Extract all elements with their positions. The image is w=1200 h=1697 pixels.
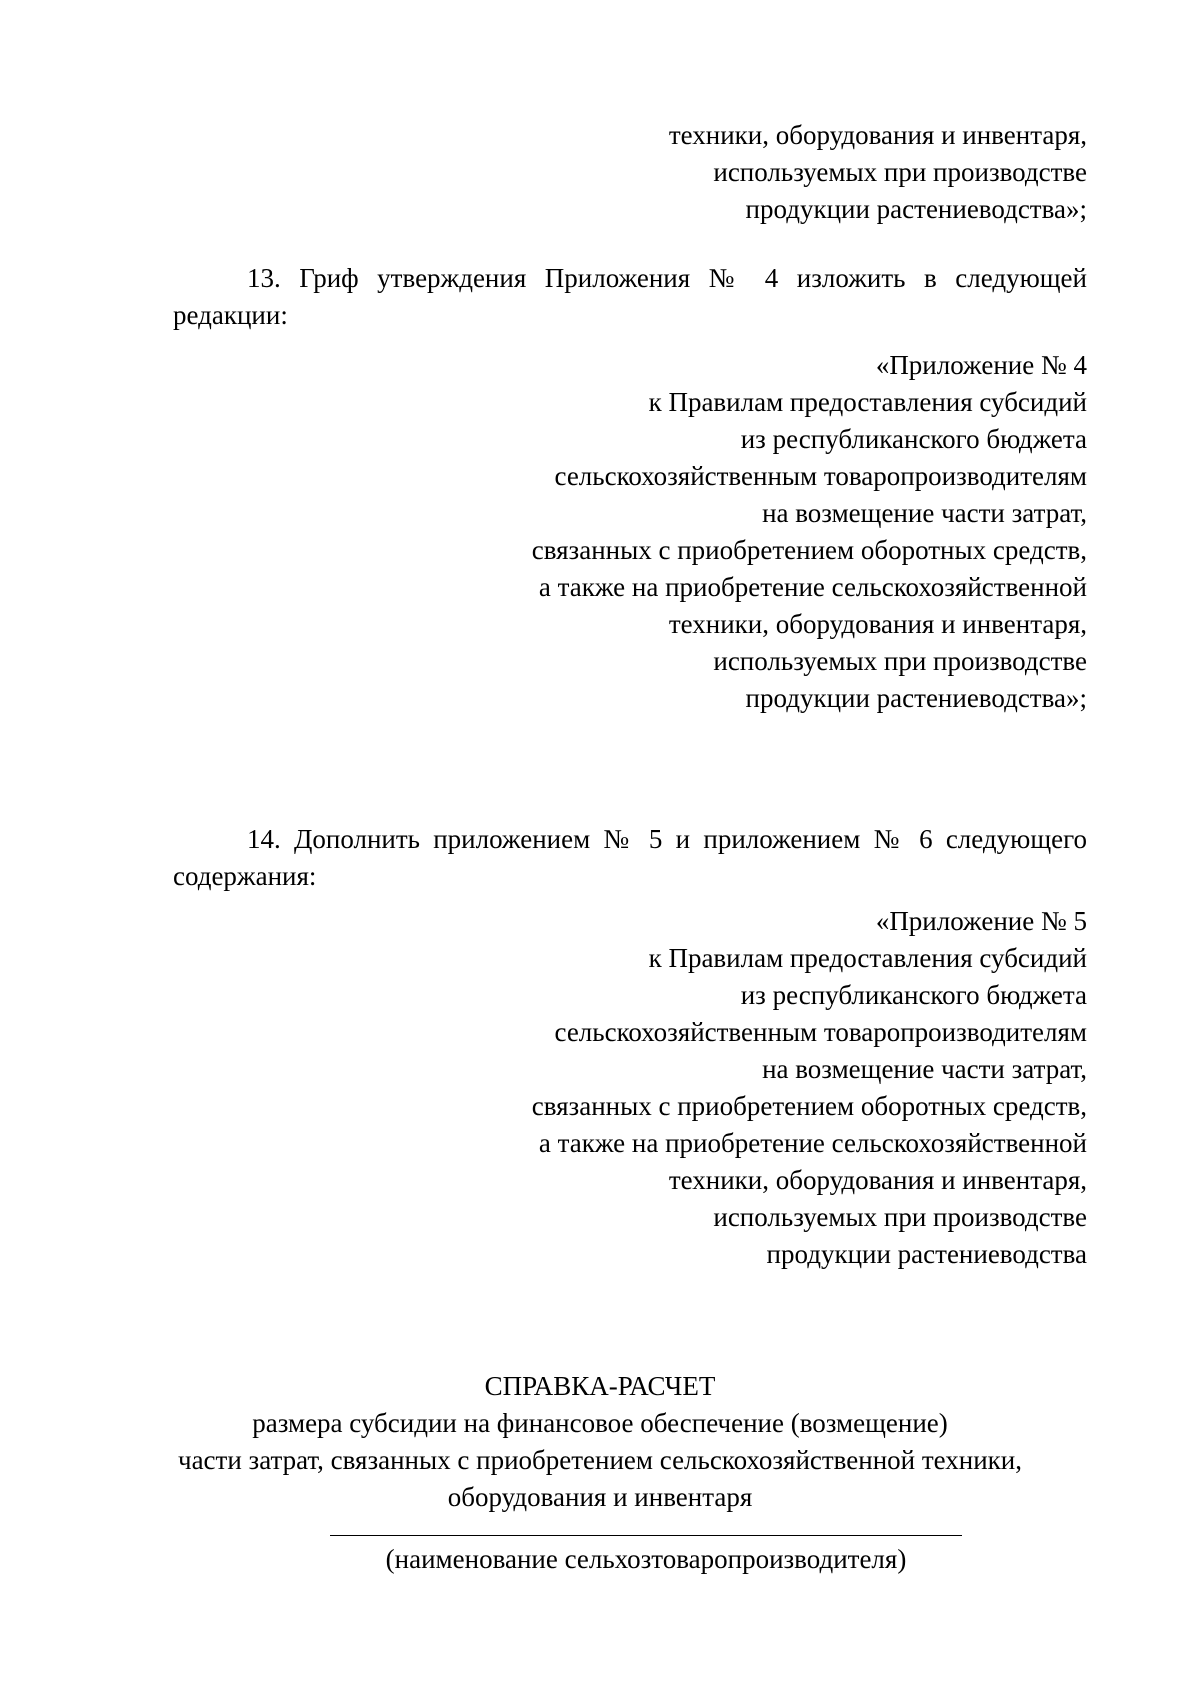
item-14-text-cont: содержания: <box>173 861 317 891</box>
grif-1-line: техники, оборудования и инвентаря, <box>668 120 1087 150</box>
producer-name-field-line <box>330 1535 962 1536</box>
producer-name-caption: (наименование сельхозтоваропроизводителя) <box>385 1544 907 1574</box>
grif-4-line: сельскохозяйственным товаропроизводителям <box>554 461 1087 491</box>
grif-1-line: продукции растениеводства»; <box>745 194 1087 224</box>
grif-4-line: связанных с приобретением оборотных средств, <box>531 535 1087 565</box>
grif-4-line: из республиканского бюджета <box>740 424 1087 454</box>
grif-1-line: используемых при производстве <box>713 157 1087 187</box>
grif-5-line: техники, оборудования и инвентаря, <box>668 1165 1087 1195</box>
grif-4-line: используемых при производстве <box>713 646 1087 676</box>
grif-5-line: к Правилам предоставления субсидий <box>648 943 1087 973</box>
grif-5-line: на возмещение части затрат, <box>762 1054 1087 1084</box>
grif-5-line: сельскохозяйственным товаропроизводителям <box>554 1017 1087 1047</box>
grif-5-line: связанных с приобретением оборотных средств, <box>531 1091 1087 1121</box>
grif-4-line: продукции растениеводства»; <box>745 683 1087 713</box>
grif-4-line: а также на приобретение сельскохозяйственной <box>538 572 1087 602</box>
item-13-text: 13. Гриф утверждения Приложения № 4 изложить в следующей <box>247 263 1087 293</box>
spravka-subtitle-line: части затрат, связанных с приобретением сельскохозяйственной техники, <box>177 1445 1022 1475</box>
grif-5-line: а также на приобретение сельскохозяйственной <box>538 1128 1087 1158</box>
grif-5-line: «Приложение № 5 <box>875 906 1087 936</box>
item-13-text-cont: редакции: <box>173 300 288 330</box>
grif-4-line: «Приложение № 4 <box>875 350 1087 380</box>
grif-5-line: используемых при производстве <box>713 1202 1087 1232</box>
spravka-subtitle-line: оборудования и инвентаря <box>447 1482 753 1512</box>
grif-5-line: из республиканского бюджета <box>740 980 1087 1010</box>
spravka-title: СПРАВКА-РАСЧЕТ <box>484 1371 716 1401</box>
grif-4-line: техники, оборудования и инвентаря, <box>668 609 1087 639</box>
grif-4-line: к Правилам предоставления субсидий <box>648 387 1087 417</box>
grif-4-line: на возмещение части затрат, <box>762 498 1087 528</box>
spravka-subtitle-line: размера субсидии на финансовое обеспечение (возмещение) <box>252 1408 948 1438</box>
grif-5-line: продукции растениеводства <box>766 1239 1087 1269</box>
item-14-text: 14. Дополнить приложением № 5 и приложением № 6 следующего <box>247 824 1087 854</box>
